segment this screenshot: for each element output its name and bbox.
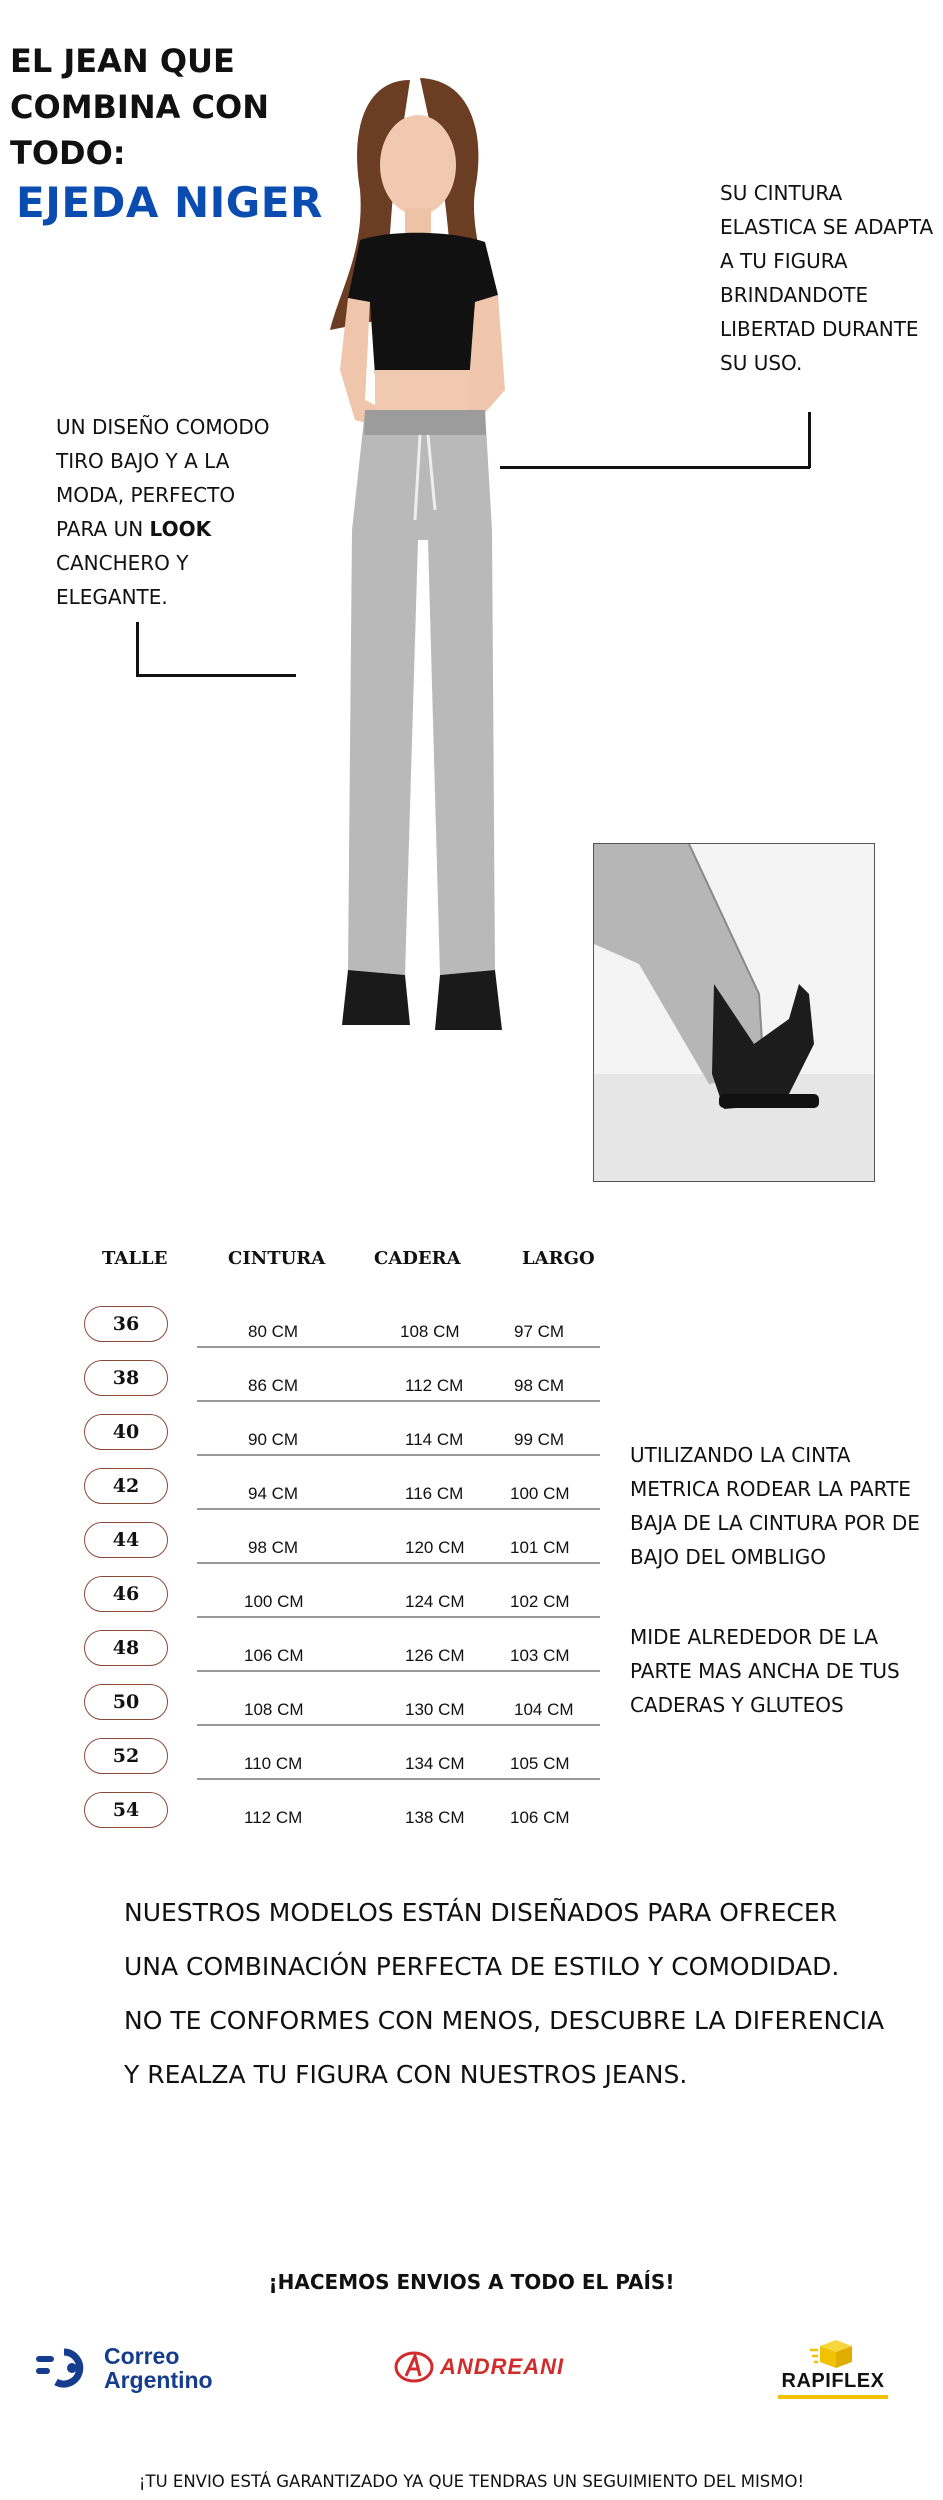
design-callout-bold: LOOK xyxy=(149,517,212,541)
cintura-cell: 106 CM xyxy=(244,1646,304,1665)
size-pill-52: 52 xyxy=(84,1738,168,1774)
largo-cell: 103 CM xyxy=(510,1646,570,1665)
row-divider xyxy=(197,1616,600,1618)
andreani-logo xyxy=(394,2350,564,2384)
cadera-cell: 112 CM xyxy=(405,1376,464,1395)
cadera-cell: 124 CM xyxy=(405,1592,465,1611)
promo-line-3: NO TE CONFORMES CON MENOS, DESCUBRE LA DIFERENCIA xyxy=(124,2006,885,2035)
cadera-cell: 108 CM xyxy=(400,1322,460,1341)
headline-line-3: TODO: xyxy=(10,134,126,172)
size-pill-38: 38 xyxy=(84,1360,168,1396)
waist-callout: SU CINTURA ELASTICA SE ADAPTA A TU FIGURA BRINDANDOTE LIBERTAD DURANTE SU USO. xyxy=(720,181,934,375)
product-name: EJEDA NIGER xyxy=(16,178,323,227)
row-divider xyxy=(197,1778,600,1780)
cintura-cell: 108 CM xyxy=(244,1700,304,1719)
andreani-icon xyxy=(394,2350,434,2384)
rapiflex-box-icon xyxy=(810,2338,856,2370)
promo-line-1: NUESTROS MODELOS ESTÁN DISEÑADOS PARA OFRECER xyxy=(124,1898,838,1927)
design-callout xyxy=(56,410,286,614)
cadera-cell: 134 CM xyxy=(405,1754,465,1773)
size-pill-46: 46 xyxy=(84,1576,168,1612)
largo-cell: 100 CM xyxy=(510,1484,570,1503)
largo-cell: 106 CM xyxy=(510,1808,570,1827)
shoe-detail-illustration xyxy=(594,844,874,1181)
design-callout-text-1: UN DISEÑO COMODO TIRO BAJO Y A LA MODA, PERFECTO PARA UN xyxy=(56,415,270,541)
cintura-cell: 98 CM xyxy=(248,1538,299,1557)
cintura-cell: 112 CM xyxy=(244,1808,303,1827)
largo-cell: 101 CM xyxy=(510,1538,570,1557)
correo-argentino-line-1: Correo xyxy=(104,2343,180,2369)
shipping-footer-note: ¡TU ENVIO ESTÁ GARANTIZADO YA QUE TENDRAS UN SEGUIMIENTO DEL MISMO! xyxy=(138,2472,805,2491)
cadera-cell: 116 CM xyxy=(405,1484,464,1503)
design-callout-text-2: CANCHERO Y ELEGANTE. xyxy=(56,551,189,609)
cadera-cell: 138 CM xyxy=(405,1808,465,1827)
row-divider xyxy=(197,1670,600,1672)
largo-cell: 105 CM xyxy=(510,1754,570,1773)
largo-cell: 97 CM xyxy=(514,1322,565,1341)
rapiflex-logo xyxy=(768,2338,898,2399)
cadera-cell: 120 CM xyxy=(405,1538,465,1557)
col-header-cadera: CADERA xyxy=(374,1248,461,1269)
row-divider xyxy=(197,1346,600,1348)
size-pill-50: 50 xyxy=(84,1684,168,1720)
cadera-cell: 126 CM xyxy=(405,1646,465,1665)
col-header-talle: TALLE xyxy=(102,1248,168,1269)
andreani-name: ANDREANI xyxy=(440,2354,565,2379)
cadera-cell: 114 CM xyxy=(405,1430,464,1449)
promo-line-4: Y REALZA TU FIGURA CON NUESTROS JEANS. xyxy=(124,2060,688,2089)
size-pill-54: 54 xyxy=(84,1792,168,1828)
shoe-detail-photo xyxy=(593,843,875,1182)
promo-line-2: UNA COMBINACIÓN PERFECTA DE ESTILO Y COMODIDAD. xyxy=(124,1952,840,1981)
size-pill-40: 40 xyxy=(84,1414,168,1450)
cintura-cell: 86 CM xyxy=(248,1376,299,1395)
correo-argentino-name xyxy=(104,2344,213,2392)
cintura-cell: 80 CM xyxy=(248,1322,299,1341)
row-divider xyxy=(197,1400,600,1402)
headline-line-1: EL JEAN QUE xyxy=(10,42,235,80)
size-pill-44: 44 xyxy=(84,1522,168,1558)
cintura-cell: 90 CM xyxy=(248,1430,299,1449)
row-divider xyxy=(197,1724,600,1726)
hips-measure-instruction: MIDE ALREDEDOR DE LA PARTE MAS ANCHA DE TUS CADERAS Y GLUTEOS xyxy=(630,1625,900,1717)
cintura-cell: 94 CM xyxy=(248,1484,299,1503)
size-pill-48: 48 xyxy=(84,1630,168,1666)
row-divider xyxy=(197,1562,600,1564)
headline-line-2: COMBINA CON xyxy=(10,88,269,126)
waist-measure-instruction: UTILIZANDO LA CINTA METRICA RODEAR LA PARTE BAJA DE LA CINTURA POR DE BAJO DEL OMBLIGO xyxy=(630,1443,920,1569)
largo-cell: 104 CM xyxy=(514,1700,574,1719)
rapiflex-underline xyxy=(778,2395,888,2399)
largo-cell: 99 CM xyxy=(514,1430,565,1449)
correo-argentino-icon xyxy=(34,2348,94,2388)
largo-cell: 98 CM xyxy=(514,1376,565,1395)
cintura-cell: 110 CM xyxy=(244,1754,303,1773)
shipping-headline: ¡HACEMOS ENVIOS A TODO EL PAÍS! xyxy=(268,2270,675,2294)
cadera-cell: 130 CM xyxy=(405,1700,465,1719)
waist-callout-leader-horizontal xyxy=(500,466,810,469)
promo-paragraph xyxy=(124,1886,924,2102)
largo-cell: 102 CM xyxy=(510,1592,570,1611)
waist-callout-leader-vertical xyxy=(808,412,811,468)
headline xyxy=(10,38,269,176)
correo-argentino-logo xyxy=(34,2338,213,2398)
col-header-largo: LARGO xyxy=(522,1248,595,1269)
design-callout-leader-vertical xyxy=(136,622,139,676)
size-pill-36: 36 xyxy=(84,1306,168,1342)
size-pill-42: 42 xyxy=(84,1468,168,1504)
model-photo xyxy=(270,70,570,1080)
correo-argentino-line-2: Argentino xyxy=(104,2367,213,2393)
rapiflex-name: RAPIFLEX xyxy=(781,2370,885,2392)
row-divider xyxy=(197,1454,600,1456)
cintura-cell: 100 CM xyxy=(244,1592,304,1611)
col-header-cintura: CINTURA xyxy=(228,1248,326,1269)
design-callout-leader-horizontal xyxy=(136,674,296,677)
row-divider xyxy=(197,1508,600,1510)
